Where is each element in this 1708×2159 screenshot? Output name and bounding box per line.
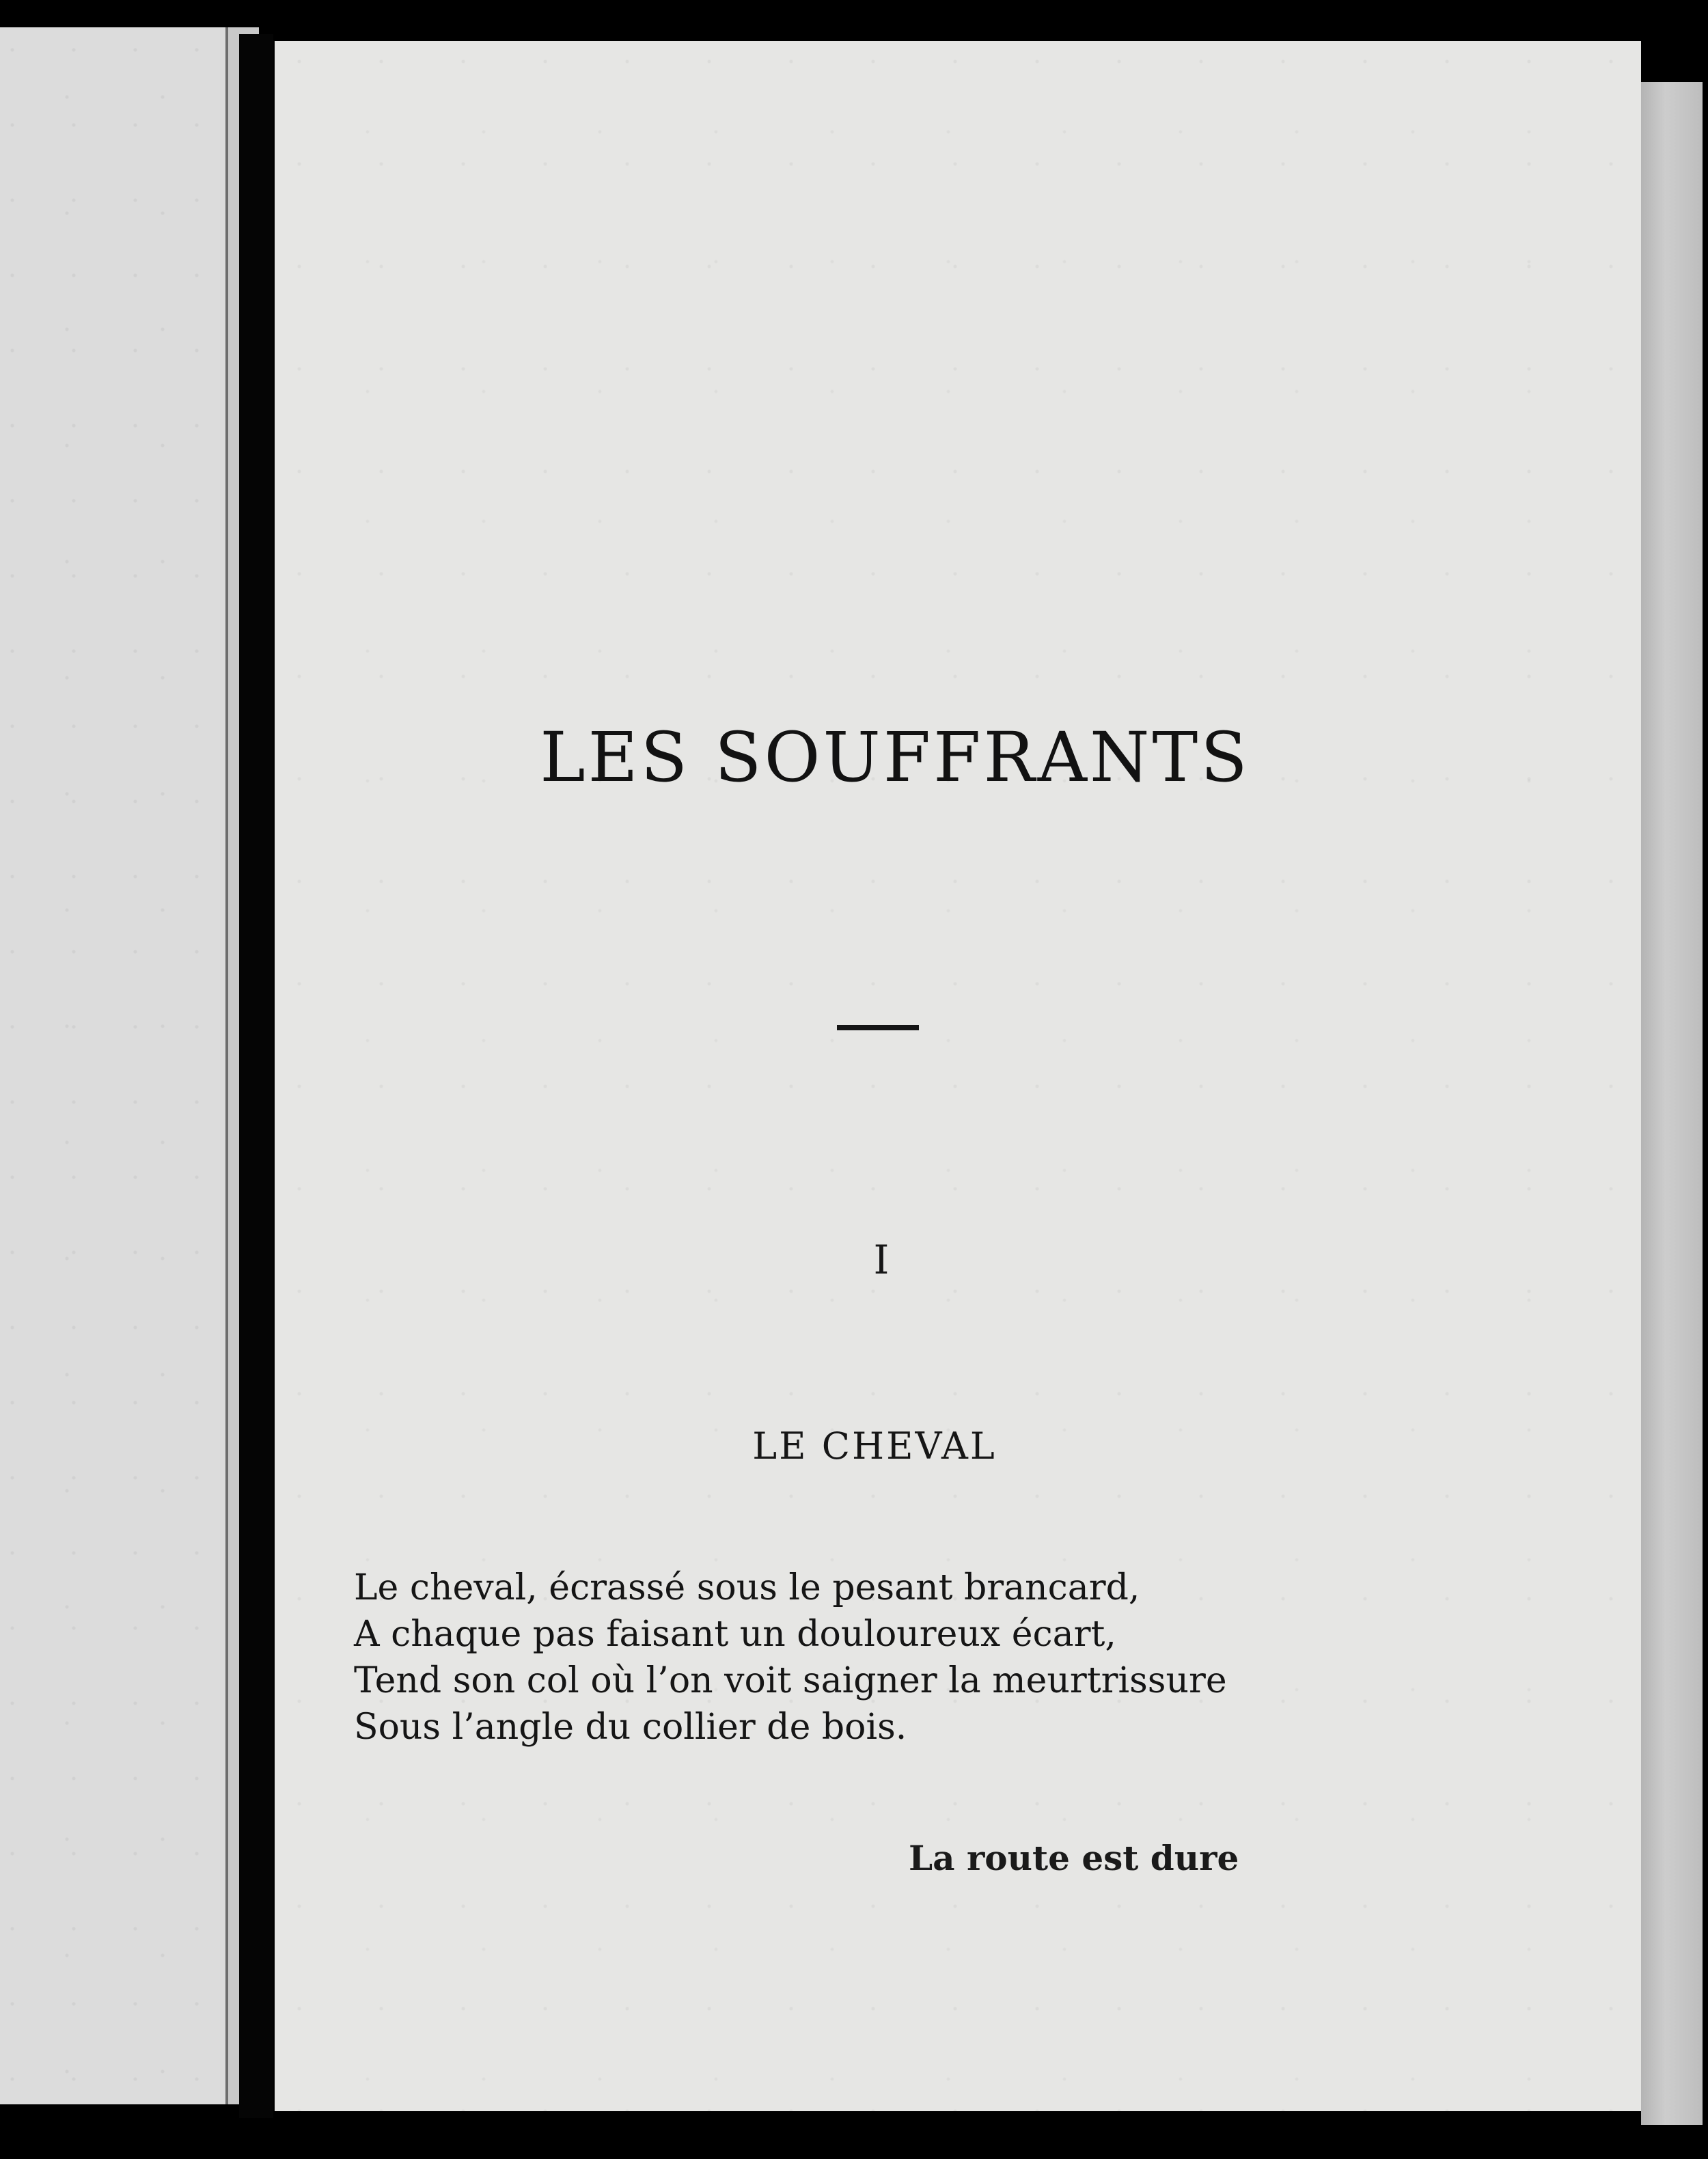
verse-line: Tend son col où l’on voit saigner la meurtrissure bbox=[354, 1660, 1227, 1701]
section-title: LES SOUFFRANTS bbox=[540, 717, 1250, 797]
verse-line: Sous l’angle du collier de bois. bbox=[354, 1707, 907, 1748]
poem-text bbox=[354, 1565, 1242, 1750]
section-number: I bbox=[873, 1237, 890, 1283]
poem-title: LE CHEVAL bbox=[752, 1425, 997, 1468]
catchword: La route est dure bbox=[909, 1838, 1239, 1878]
verse-line: A chaque pas faisant un douloureux écart, bbox=[354, 1614, 1116, 1655]
decorative-rule bbox=[837, 1025, 919, 1030]
verse-line: Le cheval, écrassé sous le pesant brancard, bbox=[354, 1567, 1140, 1608]
